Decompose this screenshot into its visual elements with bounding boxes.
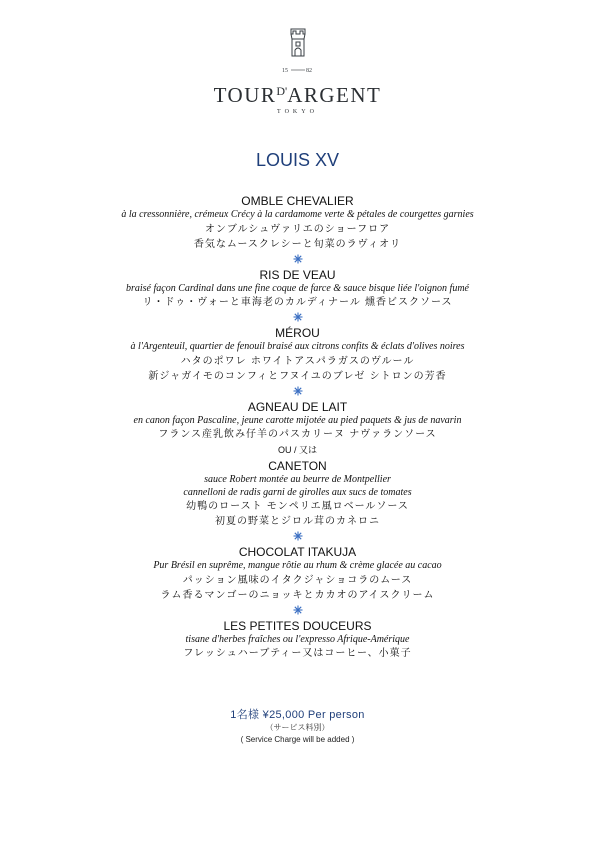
course-separator: [0, 252, 595, 266]
menu-list: [0, 192, 595, 661]
course-description-jp: パッション風味のイタクジャショコラのムース: [182, 574, 413, 586]
course-description-jp: フランス産乳飲み仔羊のパスカリーヌ ナヴァランソース: [158, 429, 437, 440]
course-description-jp: 新ジャガイモのコンフィとフヌイユのブレゼ シトロンの芳香: [148, 370, 447, 382]
course-separator: [0, 529, 595, 543]
course-description: braisé façon Cardinal dans une fine coque de farce & sauce bisque liée l'oignon fumé: [125, 282, 469, 294]
svg-text:82: 82: [305, 68, 312, 74]
course-description-jp: ラム香るマンゴーのニョッキとカカオのアイスクリーム: [160, 589, 435, 601]
menu-title: LOUIS XV: [255, 150, 340, 170]
course-description: à l'Argenteuil, quartier de fenouil braisé aux citrons confits & éclats d'olives noires: [130, 341, 465, 352]
course-separator: [0, 310, 595, 324]
restaurant-logo: [0, 26, 595, 115]
course-description: en canon façon Pascaline, jeune carotte mijotée au pied paquets & jus de navarin: [133, 414, 462, 426]
price-block: [0, 708, 595, 746]
course-name: MÉROU: [275, 326, 320, 340]
brand-city: TOKYO: [277, 109, 318, 115]
castle-tower-icon: [278, 26, 318, 78]
price-service-jp: （サービス料別）: [265, 723, 330, 732]
course-description: tisane d'herbes fraîches ou l'expresso Afrique-Amérique: [185, 633, 410, 645]
course-description-jp: 香気なムースクレシーと旬菜のラヴィオリ: [193, 238, 402, 250]
course-name: AGNEAU DE LAIT: [247, 399, 348, 414]
course-separator: [0, 384, 595, 398]
course-name: LES PETITES DOUCEURS: [223, 618, 372, 633]
snowflake-icon: [293, 312, 303, 322]
course-description-jp: オンブルシュヴァリエのショーフロア: [204, 223, 391, 235]
course-description-jp: 幼鴨のロースト モンペリエ風ロベールソース: [186, 501, 409, 512]
price-amount: 1名様 ¥25,000 Per person: [230, 709, 365, 721]
course-description: Pur Brésil en suprême, mangue rôtie au rhum & crème glacée au cacao: [153, 560, 442, 571]
course-description: à la cressonnière, crémeux Crécy à la cardamome verte & pétales de courgettes garnies: [121, 209, 474, 220]
course-name: CHOCOLAT ITAKUJA: [238, 545, 357, 559]
course-description-jp: フレッシュハーブティー又はコーヒー、小菓子: [183, 648, 412, 659]
course-alternative: OU / 又は: [277, 445, 317, 455]
snowflake-icon: [293, 605, 303, 615]
svg-text:15: 15: [281, 68, 288, 74]
snowflake-icon: [293, 386, 303, 396]
brand-name: $TOUR^{D'}ARGENT$: [213, 83, 382, 107]
course-description-jp: ハタのポワレ ホワイトアスパラガスのヴルール: [180, 355, 415, 367]
price-service-note: ( Service Charge will be added ): [240, 735, 355, 744]
course-name: RIS DE VEAU: [259, 267, 336, 282]
course-name: CANETON: [268, 459, 327, 473]
course-description-jp: リ・ドゥ・ヴォーと車海老のカルディナール 燻香ビスクソース: [142, 297, 453, 308]
course-separator: [0, 603, 595, 617]
snowflake-icon: [293, 254, 303, 264]
course-description-jp: 初夏の野菜とジロル茸のカネロニ: [215, 516, 380, 527]
snowflake-icon: [293, 531, 303, 541]
course-name: OMBLE CHEVALIER: [241, 194, 354, 208]
course-description: cannelloni de radis garni de girolles aux sucs de tomates: [183, 486, 412, 498]
course-description: sauce Robert montée au beurre de Montpellier: [204, 474, 391, 485]
